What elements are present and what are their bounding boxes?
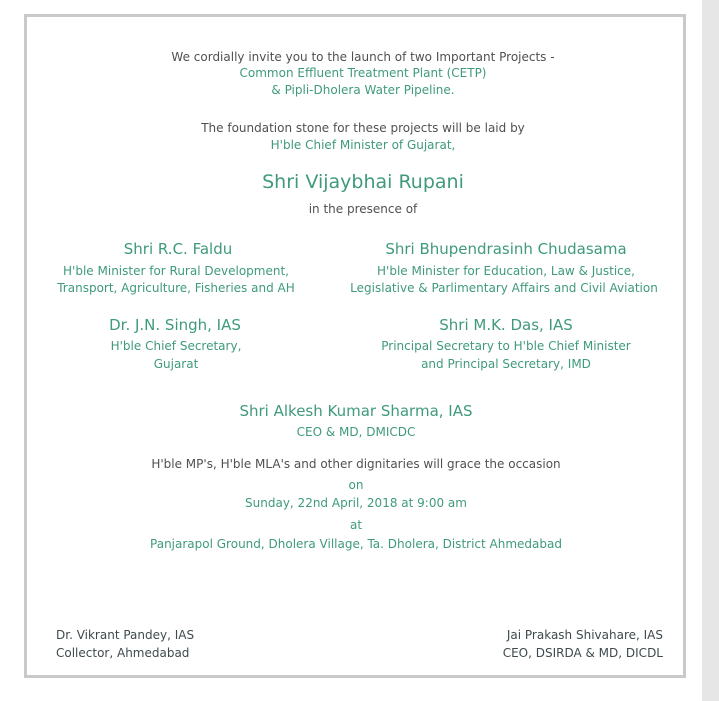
right-signatory-title: CEO, DSIRDA & MD, DICDL <box>502 646 663 660</box>
left-signatory-name: Dr. Vikrant Pandey, IAS <box>56 628 195 642</box>
right-signatory-name: Jai Prakash Shivahare, IAS <box>506 628 663 642</box>
intro-text: We cordially invite you to the launch of two Important Projects - <box>171 50 555 64</box>
dignitary-1-role-2: Transport, Agriculture, Fisheries and AH <box>57 281 295 295</box>
dignitary-4-role-2: and Principal Secretary, IMD <box>421 357 591 371</box>
dignitary-4-role-1: Principal Secretary to H'ble Chief Minister <box>381 339 631 353</box>
left-signatory-title: Collector, Ahmedabad <box>56 646 190 660</box>
dignitary-1-name: Shri R.C. Faldu <box>123 240 233 258</box>
dignitary-2-role-2: Legislative & Parlimentary Affairs and Civil Aviation <box>350 281 658 295</box>
event-date-time: Sunday, 22nd April, 2018 at 9:00 am <box>245 496 467 510</box>
chief-guest-name: Shri Vijaybhai Rupani <box>262 171 464 193</box>
dignitary-4-name: Shri M.K. Das, IAS <box>439 316 573 334</box>
chief-guest-title: H'ble Chief Minister of Gujarat, <box>270 138 456 152</box>
dignitary-3-role-2: Gujarat <box>153 357 199 371</box>
dignitary-3-name: Dr. J.N. Singh, IAS <box>109 316 241 334</box>
event-venue: Panjarapol Ground, Dholera Village, Ta. Dholera, District Ahmedabad <box>150 537 562 551</box>
dignitary-2-role-1: H'ble Minister for Education, Law & Justice, <box>377 264 635 278</box>
page-edge-shadow <box>702 0 719 701</box>
dignitary-2-name: Shri Bhupendrasinh Chudasama <box>385 240 627 258</box>
presence-text: in the presence of <box>308 202 418 216</box>
foundation-text: The foundation stone for these projects will be laid by <box>201 121 525 135</box>
grace-text: H'ble MP's, H'ble MLA's and other dignitaries will grace the occasion <box>151 457 561 471</box>
at-label: at <box>349 518 363 532</box>
dignitary-3-role-1: H'ble Chief Secretary, <box>110 339 242 353</box>
special-guest-role: CEO & MD, DMICDC <box>296 425 416 439</box>
project-2-text: & Pipli-Dholera Water Pipeline. <box>271 83 455 97</box>
dignitary-1-role-1: H'ble Minister for Rural Development, <box>63 264 289 278</box>
on-label: on <box>348 478 364 492</box>
special-guest-name: Shri Alkesh Kumar Sharma, IAS <box>239 402 473 420</box>
project-1-text: Common Effluent Treatment Plant (CETP) <box>239 66 487 80</box>
